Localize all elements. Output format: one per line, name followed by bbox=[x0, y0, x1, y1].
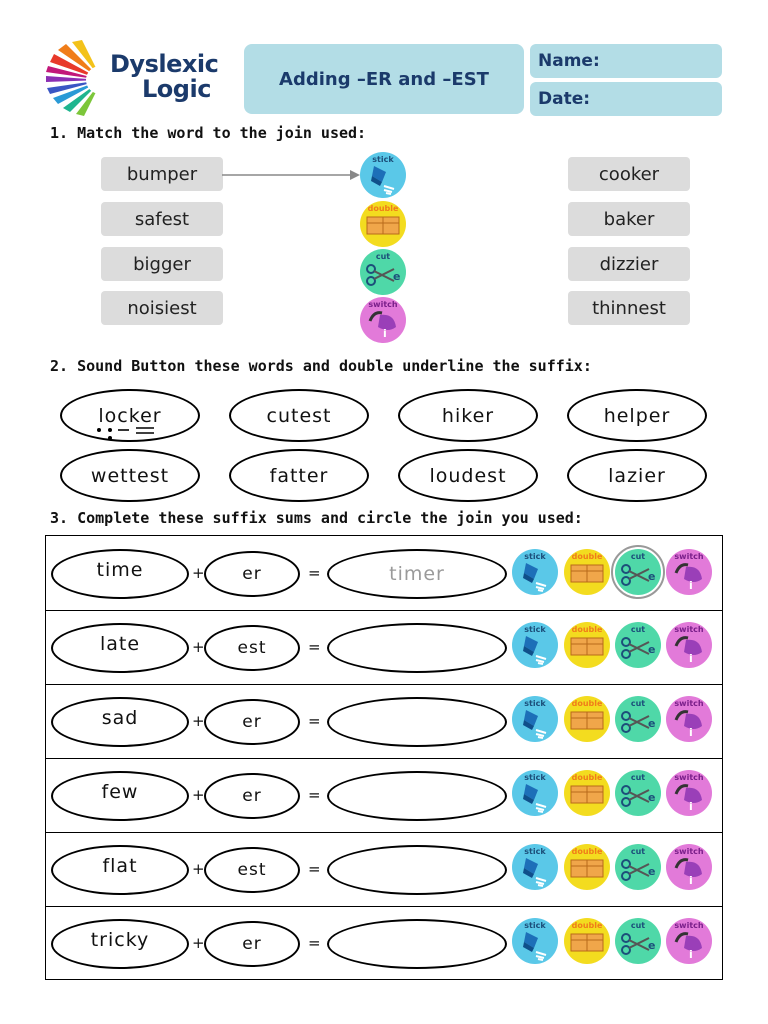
answer-oval[interactable] bbox=[327, 623, 507, 673]
join-label: cut bbox=[630, 773, 646, 782]
join-label: double bbox=[367, 204, 399, 213]
join-label: stick bbox=[524, 552, 546, 561]
q1-right-word[interactable]: thinnest bbox=[568, 291, 690, 325]
equals-sign: = bbox=[308, 934, 321, 952]
scissors-icon[interactable] bbox=[360, 249, 406, 295]
answer-oval[interactable] bbox=[327, 697, 507, 747]
join-label: stick bbox=[524, 921, 546, 930]
suffix-oval bbox=[204, 551, 300, 597]
brand-line2: Logic bbox=[142, 75, 211, 103]
base-word-oval bbox=[51, 697, 189, 747]
name-field[interactable] bbox=[530, 44, 722, 78]
svg-text:e: e bbox=[648, 570, 656, 583]
scissors-icon[interactable] bbox=[615, 844, 661, 890]
name-label: Name: bbox=[538, 51, 600, 71]
join-label: double bbox=[571, 552, 603, 561]
base-word: tricky bbox=[90, 929, 150, 951]
base-word-oval bbox=[51, 845, 189, 895]
equals-sign: = bbox=[308, 638, 321, 656]
base-word-oval bbox=[51, 549, 189, 599]
sound-word: helper bbox=[603, 404, 671, 427]
svg-text:i: i bbox=[689, 948, 693, 961]
rainbow-brain-icon bbox=[44, 40, 114, 116]
join-label: double bbox=[571, 699, 603, 708]
join-label: stick bbox=[372, 155, 394, 164]
answer-oval[interactable] bbox=[327, 845, 507, 895]
sound-word-oval[interactable] bbox=[60, 389, 200, 442]
join-label: double bbox=[571, 625, 603, 634]
suffix: er bbox=[242, 712, 262, 732]
q1-right-word[interactable]: dizzier bbox=[568, 247, 690, 281]
q1-heading: 1. Match the word to the join used: bbox=[50, 124, 367, 142]
switch-i-icon[interactable] bbox=[666, 549, 712, 595]
join-label: switch bbox=[674, 699, 704, 708]
svg-text:e: e bbox=[648, 643, 656, 656]
q1-right-word[interactable]: baker bbox=[568, 202, 690, 236]
q3-heading: 3. Complete these suffix sums and circle the join you used: bbox=[50, 509, 583, 527]
equals-sign: = bbox=[308, 712, 321, 730]
sound-word-oval[interactable] bbox=[60, 449, 200, 502]
q1-left-word[interactable]: bigger bbox=[101, 247, 223, 281]
glue-stick-icon[interactable] bbox=[512, 549, 558, 595]
join-label: cut bbox=[630, 921, 646, 930]
join-label: switch bbox=[674, 847, 704, 856]
join-label: cut bbox=[630, 625, 646, 634]
join-label: stick bbox=[524, 625, 546, 634]
double-blocks-icon[interactable] bbox=[360, 201, 406, 247]
q1-left-word[interactable]: noisiest bbox=[101, 291, 223, 325]
suffix: er bbox=[242, 564, 262, 584]
sound-word: lazier bbox=[608, 464, 666, 487]
plus-sign: + bbox=[192, 712, 205, 730]
double-blocks-icon[interactable] bbox=[564, 696, 610, 742]
svg-text:i: i bbox=[689, 579, 693, 592]
svg-text:e: e bbox=[648, 791, 656, 804]
base-word: few bbox=[101, 781, 139, 803]
double-blocks-icon[interactable] bbox=[564, 918, 610, 964]
join-label: cut bbox=[630, 847, 646, 856]
sound-word: loudest bbox=[429, 464, 507, 487]
suffix: er bbox=[242, 934, 262, 954]
answer-text: timer bbox=[389, 563, 445, 585]
suffix: er bbox=[242, 786, 262, 806]
answer-oval[interactable] bbox=[327, 771, 507, 821]
worksheet-title-box bbox=[244, 44, 524, 114]
equals-sign: = bbox=[308, 564, 321, 582]
sound-word-oval[interactable] bbox=[398, 389, 538, 442]
glue-stick-icon[interactable] bbox=[512, 622, 558, 668]
svg-text:i: i bbox=[689, 652, 693, 665]
suffix-oval bbox=[204, 625, 300, 671]
sound-word-oval[interactable] bbox=[567, 449, 707, 502]
suffix-oval bbox=[204, 847, 300, 893]
equals-sign: = bbox=[308, 786, 321, 804]
sound-word: cutest bbox=[266, 404, 332, 427]
svg-text:i: i bbox=[689, 726, 693, 739]
double-blocks-icon[interactable] bbox=[564, 844, 610, 890]
base-word: flat bbox=[102, 855, 138, 877]
join-label: double bbox=[571, 773, 603, 782]
base-word-oval bbox=[51, 919, 189, 969]
equals-sign: = bbox=[308, 860, 321, 878]
sound-buttons-marks bbox=[96, 425, 162, 443]
sound-word-oval[interactable] bbox=[398, 449, 538, 502]
sound-word: hiker bbox=[441, 404, 495, 427]
answer-oval[interactable] bbox=[327, 549, 507, 599]
join-label: cut bbox=[375, 252, 391, 261]
worksheet-title: Adding –ER and –EST bbox=[279, 68, 489, 90]
glue-stick-icon[interactable] bbox=[512, 918, 558, 964]
q1-left-word[interactable]: safest bbox=[101, 202, 223, 236]
suffix-oval bbox=[204, 921, 300, 967]
scissors-icon[interactable] bbox=[615, 918, 661, 964]
suffix: est bbox=[237, 860, 267, 880]
join-label: double bbox=[571, 921, 603, 930]
switch-i-icon[interactable] bbox=[666, 844, 712, 890]
svg-text:e: e bbox=[393, 270, 401, 283]
plus-sign: + bbox=[192, 564, 205, 582]
switch-i-icon[interactable] bbox=[360, 297, 406, 343]
match-arrow bbox=[222, 168, 362, 182]
join-label: switch bbox=[674, 921, 704, 930]
glue-stick-icon[interactable] bbox=[512, 844, 558, 890]
scissors-icon[interactable] bbox=[615, 622, 661, 668]
base-word: time bbox=[96, 559, 144, 581]
base-word: late bbox=[99, 633, 141, 655]
plus-sign: + bbox=[192, 860, 205, 878]
base-word-oval bbox=[51, 771, 189, 821]
switch-i-icon[interactable] bbox=[666, 696, 712, 742]
svg-text:e: e bbox=[648, 939, 656, 952]
date-field[interactable] bbox=[530, 82, 722, 116]
q2-heading: 2. Sound Button these words and double underline the suffix: bbox=[50, 357, 592, 375]
suffix-sums-table bbox=[45, 535, 723, 980]
q1-left-word[interactable]: bumper bbox=[101, 157, 223, 191]
glue-stick-icon[interactable] bbox=[512, 696, 558, 742]
join-label: switch bbox=[674, 625, 704, 634]
join-label: double bbox=[571, 847, 603, 856]
double-blocks-icon[interactable] bbox=[564, 549, 610, 595]
suffix-oval bbox=[204, 699, 300, 745]
sound-word: wettest bbox=[90, 464, 170, 487]
dyslexic-logic-logo bbox=[44, 40, 240, 116]
suffix-oval bbox=[204, 773, 300, 819]
join-label: cut bbox=[630, 699, 646, 708]
join-label: switch bbox=[674, 773, 704, 782]
scissors-icon[interactable] bbox=[615, 770, 661, 816]
join-label: stick bbox=[524, 847, 546, 856]
svg-text:e: e bbox=[648, 865, 656, 878]
brand-line1: Dyslexic bbox=[110, 50, 219, 78]
base-word: sad bbox=[101, 707, 139, 729]
join-label: stick bbox=[524, 773, 546, 782]
switch-i-icon[interactable] bbox=[666, 918, 712, 964]
suffix: est bbox=[237, 638, 267, 658]
switch-i-icon[interactable] bbox=[666, 622, 712, 668]
svg-text:e: e bbox=[648, 717, 656, 730]
circled-join-mark bbox=[611, 545, 665, 599]
double-blocks-icon[interactable] bbox=[564, 770, 610, 816]
sound-word-oval[interactable] bbox=[229, 449, 369, 502]
sound-word-oval[interactable] bbox=[229, 389, 369, 442]
plus-sign: + bbox=[192, 638, 205, 656]
plus-sign: + bbox=[192, 934, 205, 952]
svg-text:i: i bbox=[689, 800, 693, 813]
join-label: cut bbox=[630, 552, 646, 561]
glue-stick-icon[interactable] bbox=[512, 770, 558, 816]
sound-word: fatter bbox=[269, 464, 329, 487]
glue-stick-icon[interactable] bbox=[360, 152, 406, 198]
switch-i-icon[interactable] bbox=[666, 770, 712, 816]
q1-right-word[interactable]: cooker bbox=[568, 157, 690, 191]
sound-word: locker bbox=[98, 404, 162, 427]
scissors-icon[interactable] bbox=[615, 696, 661, 742]
join-label: switch bbox=[674, 552, 704, 561]
base-word-oval bbox=[51, 623, 189, 673]
sound-word-oval[interactable] bbox=[567, 389, 707, 442]
svg-text:i: i bbox=[689, 874, 693, 887]
join-label: stick bbox=[524, 699, 546, 708]
date-label: Date: bbox=[538, 89, 591, 109]
plus-sign: + bbox=[192, 786, 205, 804]
svg-text:i: i bbox=[383, 327, 387, 340]
answer-oval[interactable] bbox=[327, 919, 507, 969]
join-label: switch bbox=[368, 300, 398, 309]
double-blocks-icon[interactable] bbox=[564, 622, 610, 668]
